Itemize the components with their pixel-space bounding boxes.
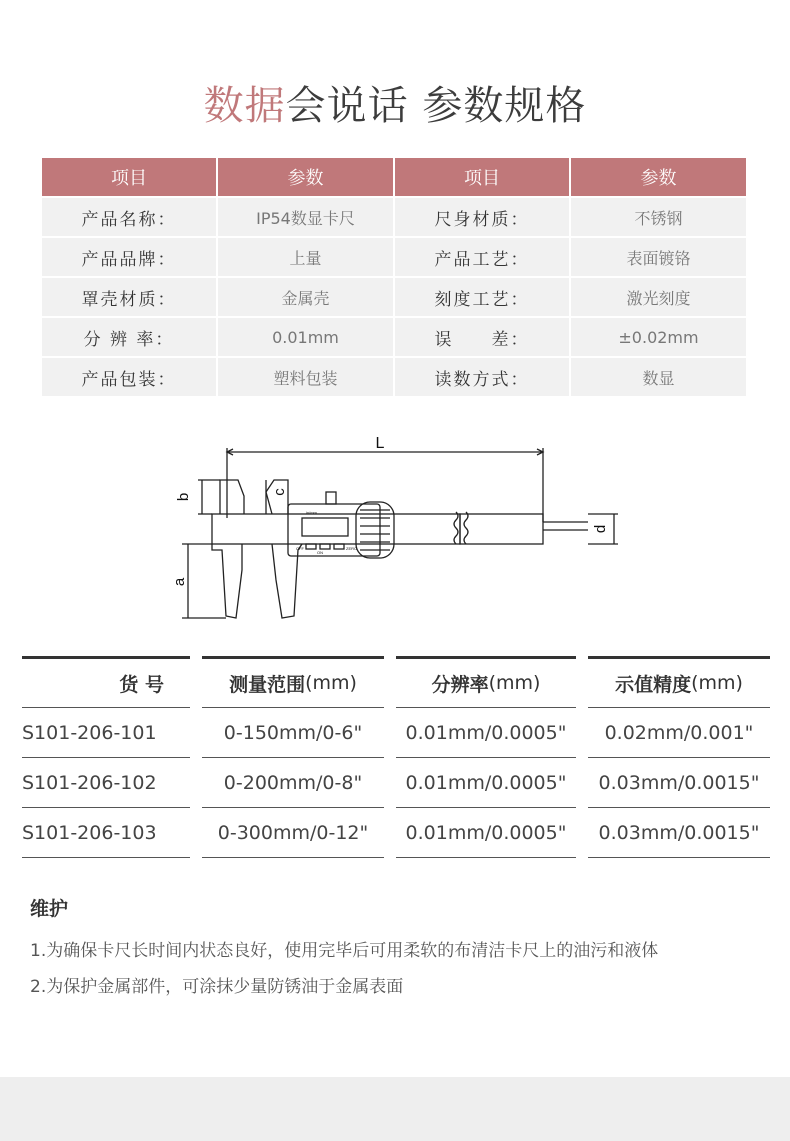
spec-row [42, 198, 746, 238]
spec-row [42, 358, 746, 398]
label-c: c [271, 488, 288, 496]
table-row [22, 758, 770, 808]
label-zero: ZERO [346, 546, 358, 551]
model-resolution: 0.01mm/0.0005" [396, 708, 576, 758]
spec-value: 激光刻度 [571, 278, 746, 316]
spec-row [42, 278, 746, 318]
label-on: ON [317, 550, 323, 555]
model-accuracy: 0.02mm/0.001" [588, 708, 770, 758]
break-mark [454, 512, 458, 544]
spec-value: 数显 [571, 358, 746, 396]
lcd-display [302, 518, 348, 536]
spec-value: 金属壳 [218, 278, 393, 316]
spec-header-item: 项目 [42, 158, 216, 196]
page-title [0, 74, 790, 131]
fixed-lower-jaw [212, 544, 242, 618]
model-range: 0-300mm/0-12" [202, 808, 384, 858]
header-main: 分辨率 [431, 673, 489, 696]
spec-key: 产品包装： [42, 358, 216, 396]
footer-band [0, 1077, 790, 1141]
label-b: b [175, 492, 192, 502]
button-on [320, 544, 330, 549]
spec-value: 表面镀铬 [571, 238, 746, 276]
model-accuracy: 0.03mm/0.0015" [588, 808, 770, 858]
caliper-beam-end [460, 514, 543, 544]
spec-value: 上量 [218, 238, 393, 276]
sliding-upper-jaw [266, 480, 288, 514]
title-rest: 会说话 参数规格 [285, 83, 587, 129]
spec-header-param: 参数 [218, 158, 393, 196]
model-header-sku [22, 656, 190, 708]
sliding-lower-jaw [272, 544, 302, 618]
spec-value: ±0.02mm [571, 318, 746, 356]
model-range: 0-200mm/0-8" [202, 758, 384, 808]
spec-header-item: 项目 [395, 158, 569, 196]
spec-key: 尺身材质： [395, 198, 569, 236]
model-sku: S101-206-102 [22, 758, 190, 808]
spec-key: 产品名称： [42, 198, 216, 236]
fixed-upper-jaw [220, 480, 244, 514]
model-header-row [22, 656, 770, 708]
spec-key: 产品工艺： [395, 238, 569, 276]
maintenance-section [30, 894, 770, 1005]
spec-row [42, 318, 746, 358]
model-header-accuracy [588, 656, 770, 708]
model-accuracy: 0.03mm/0.0015" [588, 758, 770, 808]
spec-key: 分 辨 率： [42, 318, 216, 356]
button-zero [334, 544, 344, 549]
model-header-resolution [396, 656, 576, 708]
spec-value: IP54数显卡尺 [218, 198, 393, 236]
break-mark [464, 512, 468, 544]
spec-table [42, 158, 746, 398]
title-accent: 数据 [203, 83, 286, 129]
model-sku: S101-206-101 [22, 708, 190, 758]
button-off [306, 544, 316, 549]
table-row [22, 708, 770, 758]
lock-screw [326, 492, 336, 504]
model-table [22, 656, 770, 858]
spec-key: 读数方式： [395, 358, 569, 396]
header-unit: (mm) [691, 672, 743, 694]
spec-header-param: 参数 [571, 158, 746, 196]
spec-value: 0.01mm [218, 318, 393, 356]
header-main: 货 号 [119, 673, 164, 696]
caliper-dimension-drawing [160, 430, 630, 630]
maintenance-title: 维护 [30, 898, 69, 920]
model-resolution: 0.01mm/0.0005" [396, 808, 576, 858]
maintenance-item: 2.为保护金属部件，可涂抹少量防锈油于金属表面 [30, 977, 404, 997]
maintenance-item: 1.为确保卡尺长时间内状态良好，使用完毕后可用柔软的布清洁卡尺上的油污和液体 [30, 941, 659, 961]
label-unit: in/mm [306, 510, 317, 515]
model-header-range [202, 656, 384, 708]
spec-value: 塑料包装 [218, 358, 393, 396]
header-main: 示值精度 [615, 673, 692, 696]
header-main: 测量范围 [229, 673, 306, 696]
header-unit: (mm) [305, 672, 357, 694]
spec-key: 刻度工艺： [395, 278, 569, 316]
label-d: d [592, 524, 609, 534]
header-unit: (mm) [488, 672, 541, 694]
spec-header-row [42, 158, 746, 198]
label-off: OFF [296, 546, 304, 551]
spec-key: 误 差： [395, 318, 569, 356]
table-row [22, 808, 770, 858]
label-L: L [375, 435, 385, 452]
spec-key: 罩壳材质： [42, 278, 216, 316]
spec-key: 产品品牌： [42, 238, 216, 276]
model-sku: S101-206-103 [22, 808, 190, 858]
model-resolution: 0.01mm/0.0005" [396, 758, 576, 808]
spec-row [42, 238, 746, 278]
model-range: 0-150mm/0-6" [202, 708, 384, 758]
label-a: a [171, 577, 188, 587]
spec-value: 不锈钢 [571, 198, 746, 236]
